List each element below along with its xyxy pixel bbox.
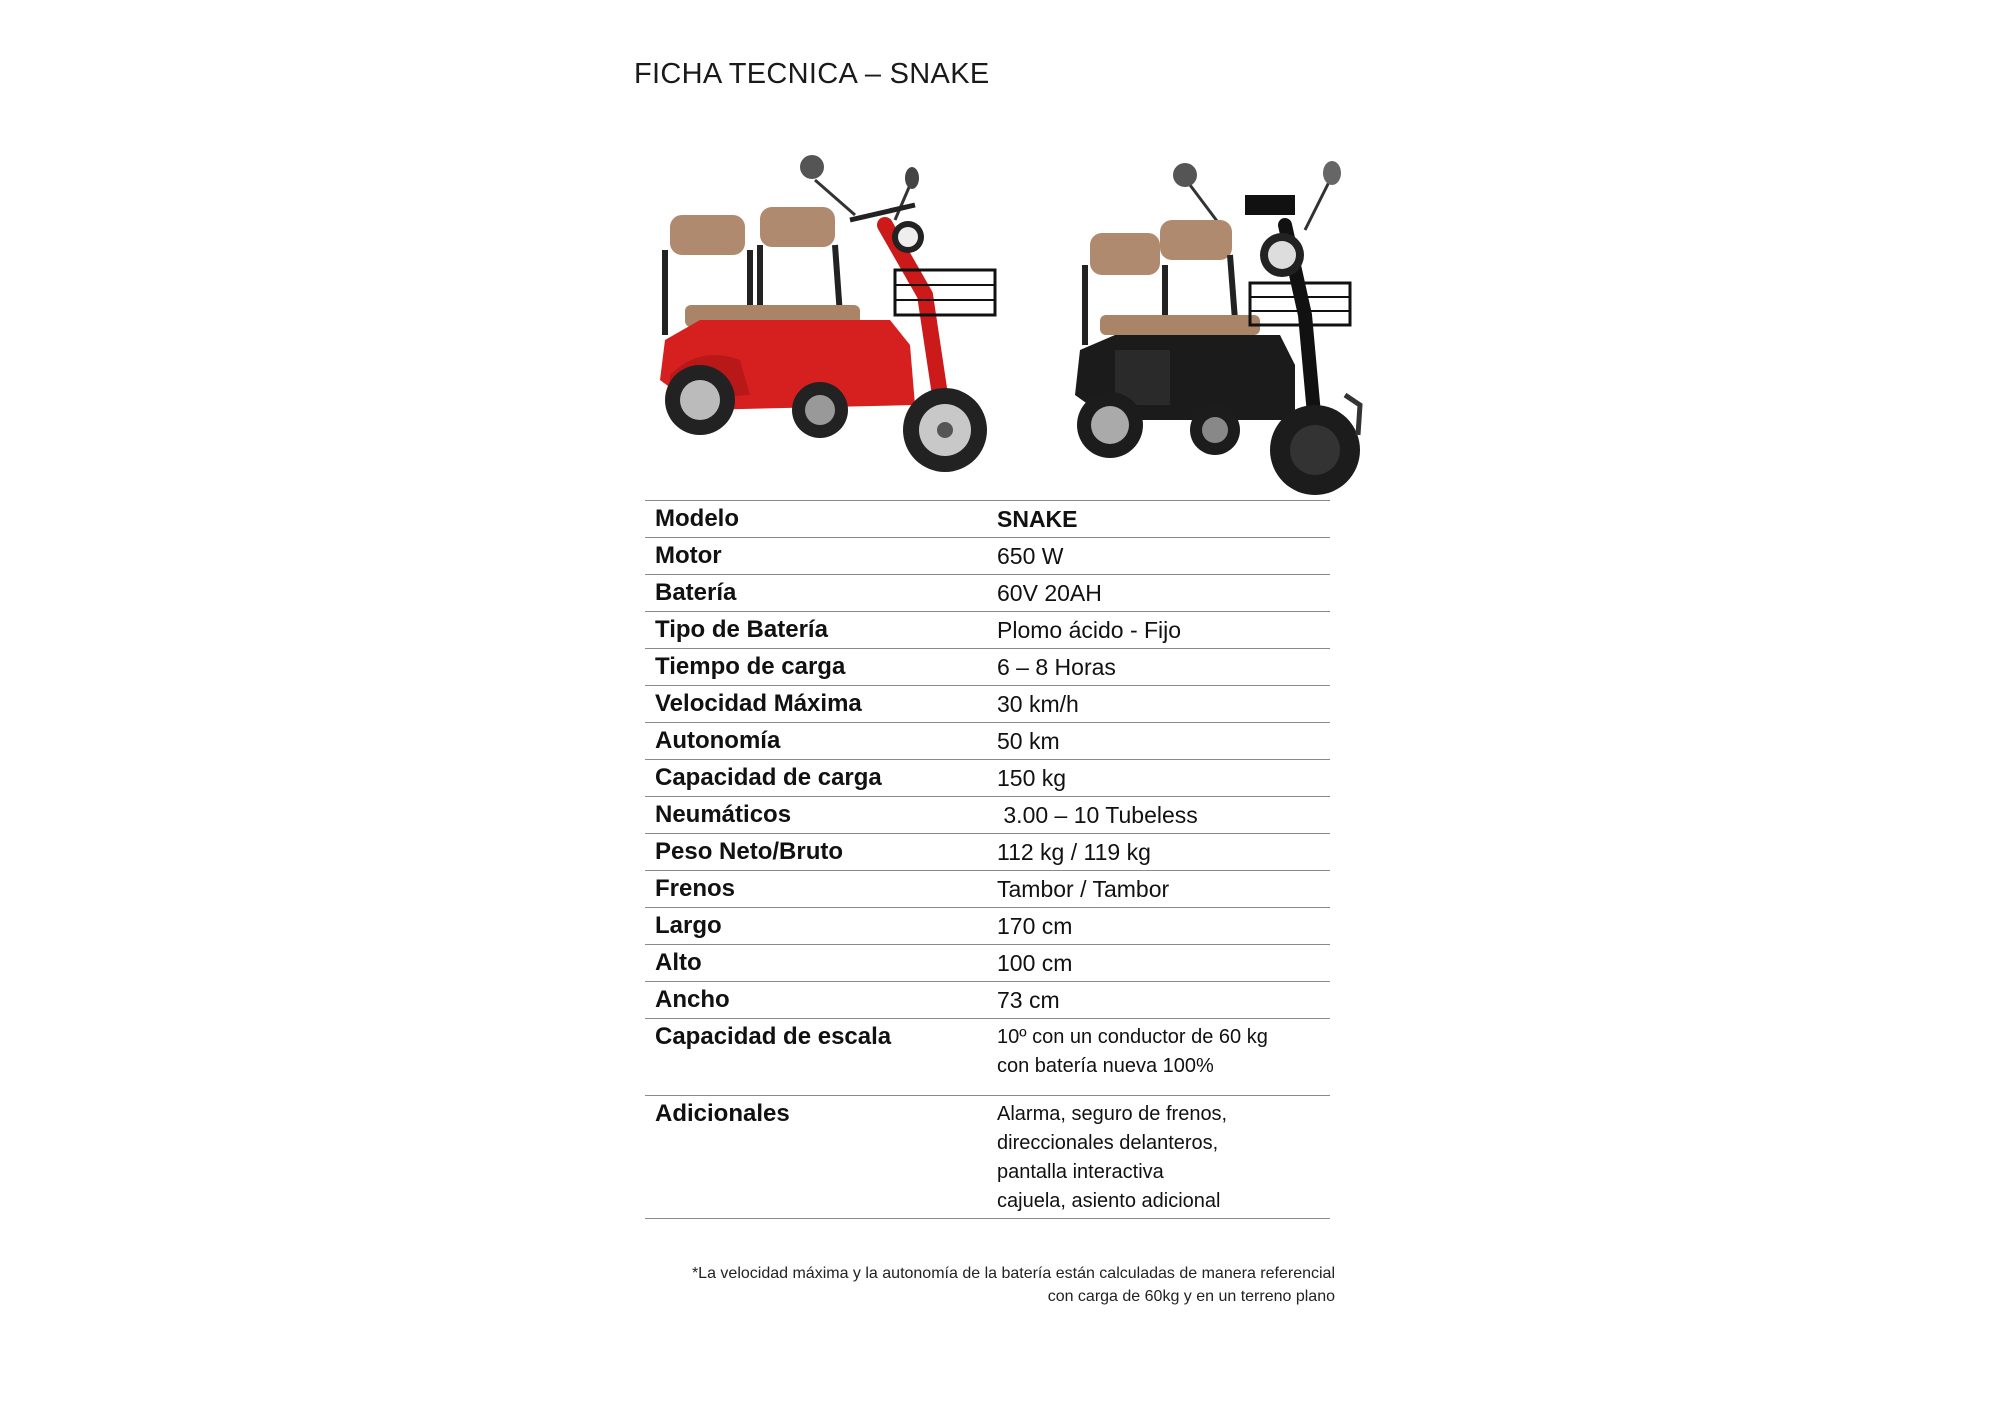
- spec-value-line: con batería nueva 100%: [997, 1055, 1214, 1077]
- spec-row-modelo: [645, 501, 1330, 538]
- spec-row-frenos: [645, 871, 1330, 908]
- spec-row-adicionales: [645, 1096, 1330, 1219]
- spec-row-capacidad-carga: [645, 760, 1330, 797]
- spec-label: Adicionales: [645, 1096, 987, 1219]
- spec-value: [987, 1096, 1330, 1219]
- red-tricycle-photo: [640, 145, 1015, 480]
- spec-value: 73 cm: [987, 982, 1330, 1019]
- spec-label: Tiempo de carga: [645, 649, 987, 686]
- spec-value-line: Alarma, seguro de frenos,: [997, 1103, 1228, 1125]
- black-tricycle-photo: [1040, 155, 1380, 500]
- spec-value-line: pantalla interactiva: [997, 1161, 1164, 1183]
- spec-label: Peso Neto/Bruto: [645, 834, 987, 871]
- spec-value: [987, 1019, 1330, 1096]
- spec-value: 112 kg / 119 kg: [987, 834, 1330, 871]
- spec-label: Capacidad de carga: [645, 760, 987, 797]
- spec-row-capacidad-escala: [645, 1019, 1330, 1096]
- spec-label: Ancho: [645, 982, 987, 1019]
- spec-label: Tipo de Batería: [645, 612, 987, 649]
- spec-label: Velocidad Máxima: [645, 686, 987, 723]
- spec-value: 60V 20AH: [987, 575, 1330, 612]
- spec-row-motor: [645, 538, 1330, 575]
- footnote-line: *La velocidad máxima y la autonomía de la batería están calculadas de manera referencial: [691, 1265, 1335, 1282]
- spec-row-alto: [645, 945, 1330, 982]
- spec-value: Plomo ácido - Fijo: [987, 612, 1330, 649]
- spec-row-ancho: [645, 982, 1330, 1019]
- spec-value: 650 W: [987, 538, 1330, 575]
- spec-value: 100 cm: [987, 945, 1330, 982]
- spec-label: Alto: [645, 945, 987, 982]
- spec-value: 50 km: [987, 723, 1330, 760]
- spec-value-line: 10º con un conductor de 60 kg: [997, 1026, 1268, 1048]
- footnote: [640, 1262, 1335, 1308]
- spec-table: [645, 500, 1330, 1219]
- spec-row-velocidad: [645, 686, 1330, 723]
- spec-value: Tambor / Tambor: [987, 871, 1330, 908]
- spec-label: Largo: [645, 908, 987, 945]
- spec-value: 3.00 – 10 Tubeless: [987, 797, 1330, 834]
- spec-label: Frenos: [645, 871, 987, 908]
- spec-row-neumaticos: [645, 797, 1330, 834]
- spec-label: Neumáticos: [645, 797, 987, 834]
- spec-row-tiempo-carga: [645, 649, 1330, 686]
- page-title: FICHA TECNICA – SNAKE: [634, 58, 990, 90]
- spec-row-tipo-bateria: [645, 612, 1330, 649]
- spec-value-line: direccionales delanteros,: [997, 1132, 1219, 1154]
- spec-label: Motor: [645, 538, 987, 575]
- spec-value: 30 km/h: [987, 686, 1330, 723]
- spec-value-line: cajuela, asiento adicional: [997, 1190, 1221, 1212]
- spec-row-largo: [645, 908, 1330, 945]
- spec-row-bateria: [645, 575, 1330, 612]
- spec-label: Autonomía: [645, 723, 987, 760]
- spec-value: 6 – 8 Horas: [987, 649, 1330, 686]
- spec-label: Capacidad de escala: [645, 1019, 987, 1096]
- spec-label: Batería: [645, 575, 987, 612]
- spec-value: SNAKE: [987, 501, 1330, 538]
- spec-value: 170 cm: [987, 908, 1330, 945]
- spec-row-peso: [645, 834, 1330, 871]
- spec-row-autonomia: [645, 723, 1330, 760]
- spec-label: Modelo: [645, 501, 987, 538]
- spec-value: 150 kg: [987, 760, 1330, 797]
- footnote-line: con carga de 60kg y en un terreno plano: [1047, 1288, 1335, 1305]
